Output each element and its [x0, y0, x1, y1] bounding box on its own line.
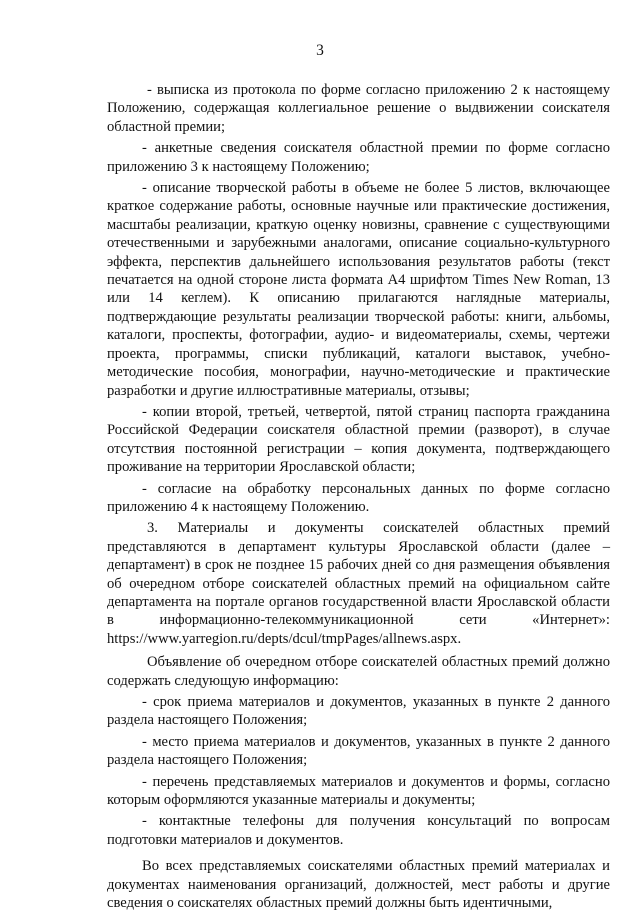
paragraph-personal-data-consent: - согласие на обработку персональных данных по форме согласно приложению 4 к настоящему Положению.	[107, 480, 610, 515]
paragraph-deadline: - срок приема материалов и документов, указанных в пункте 2 данного раздела настоящего Положения;	[107, 694, 610, 729]
paragraph-item-3-submission: 3. Материалы и документы соискателей областных премий представляются в департамент культуры Ярославской области (далее – департамент) в срок не позднее 15 рабочих дней со дня размещения объявления об очередном отборе соискателей областных премий на официальном сайте департамента на портале органов государственной власти Ярославской области в информационно-телекоммуникационной сети «Интернет»: https://www.yarregion.ru/depts/dcul/tmpPages/allnews.aspx.	[107, 520, 610, 647]
paragraph-identical-data: Во всех представляемых соискателями областных премий материалах и документах наименования организаций, должностей, мест работы и другие сведения о соискателях областных премий должны быть идентичными,	[107, 858, 610, 912]
document-body	[107, 81, 610, 912]
paragraph-questionnaire: - анкетные сведения соискателя областной премии по форме согласно приложению 3 к настоящему Положению;	[107, 140, 610, 175]
paragraph-announcement-intro: Объявление об очередном отборе соискателей областных премий должно содержать следующую информацию:	[107, 654, 610, 689]
paragraph-contact-phones: - контактные телефоны для получения консультаций по вопросам подготовки материалов и документов.	[107, 813, 610, 848]
page-number: 3	[316, 42, 324, 59]
paragraph-passport-copies: - копии второй, третьей, четвертой, пятой страниц паспорта гражданина Российской Федерации соискателя областной премии (разворот), в случае отсутствия постоянной регистрации – копия документа, подтверждающего проживание на территории Ярославской области;	[107, 403, 610, 476]
paragraph-document-list: - перечень представляемых материалов и документов и формы, согласно которым оформляются указанные материалы и документы;	[107, 773, 610, 809]
paragraph-protocol-extract: - выписка из протокола по форме согласно приложению 2 к настоящему Положению, содержащая коллегиальное решение о выдвижении соискателя областной премии;	[107, 82, 610, 135]
paragraph-location: - место приема материалов и документов, указанных в пункте 2 данного раздела настоящего Положения;	[107, 733, 610, 769]
paragraph-work-description: - описание творческой работы в объеме не более 5 листов, включающее краткое содержание работы, основные научные или практические достижения, масштабы реализации, краткую оценку новизны, сравнение с существующими отечественными и зарубежными аналогами, описание социально-культурного эффекта, перспектив дальнейшего использования результатов работы (текст печатается на одной стороне листа формата А4 шрифтом Times New Roman, 13 или 14 кеглем). К описанию прилагаются наглядные материалы, подтверждающие результаты реализации творческой работы: книги, альбомы, каталоги, проспекты, фотографии, аудио- и видеоматериалы, схемы, чертежи проекта, программы, списки публикаций, каталоги выставок, учебно-методические пособия, монографии, научно-методические и практические разработки и другие иллюстративные материалы, отзывы;	[107, 180, 610, 399]
